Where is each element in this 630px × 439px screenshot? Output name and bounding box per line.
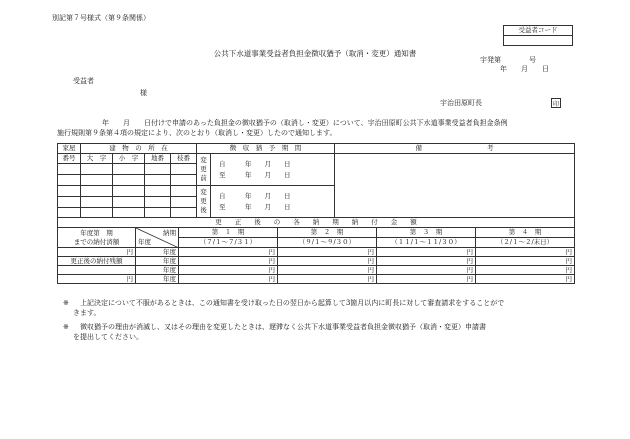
period-2-label: 第 ２ 期 — [278, 228, 377, 238]
row3-p2-yen: 円 — [278, 266, 377, 275]
document-number: 宇発第 号 — [480, 56, 536, 64]
remaining-blank — [58, 266, 136, 275]
col-edaban: 枝番 — [171, 154, 197, 164]
note-1-line-1: 上記決定について不服があるときは、この通知書を受け取った日の翌日から起算して3箇月以内に町長に対して審査請求をすることがで — [80, 299, 505, 307]
installment-title: 更 正 後 の 各 納 期 納 付 金 額 — [58, 218, 575, 228]
document-title: 公共下水道事業受益者負担金徴収猶予（取消・変更）通知書 — [213, 49, 417, 58]
paid-amount-yen: 円 — [58, 248, 136, 257]
before-period — [211, 154, 335, 186]
period-3-range: （１１/１～１１/３０） — [377, 238, 476, 248]
after-to: 至 年 月 日 — [219, 202, 291, 211]
row3-p3-yen: 円 — [377, 266, 476, 275]
period-1-range: （７/１～７/３１） — [179, 238, 278, 248]
deferral-table — [57, 143, 575, 218]
col-chiban: 地番 — [145, 154, 171, 164]
row3-p1-yen: 円 — [179, 266, 278, 275]
row1-p2-yen: 円 — [278, 248, 377, 257]
row1-year: 年度 — [136, 248, 179, 257]
after-period — [211, 186, 335, 218]
number-label: 番号 — [58, 154, 81, 164]
remarks-header: 備 考 — [335, 144, 575, 154]
row4-p1-yen: 円 — [179, 275, 278, 284]
issue-date: 年 月 日 — [500, 65, 549, 73]
fiscal-period-label: 年度第 期 — [80, 228, 113, 237]
row4-p3-yen: 円 — [377, 275, 476, 284]
row2-p3-yen: 円 — [377, 257, 476, 266]
location-header: 建 物 の 所 在 — [81, 144, 197, 154]
note-1-line-2: きます。 — [73, 309, 101, 317]
form-number: 別記第７号様式（第９条関係） — [52, 14, 150, 22]
after-change-label: 変 更 後 — [197, 186, 211, 218]
remaining-yen: 円 — [58, 275, 136, 284]
row2-p2-yen: 円 — [278, 257, 377, 266]
note-2-mark: ※ — [63, 323, 69, 331]
col-koaza: 小 字 — [113, 154, 145, 164]
before-from: 自 年 月 日 — [219, 159, 291, 168]
beneficiary-code-box — [503, 25, 573, 46]
beneficiary-code-label: 受益者コード — [504, 26, 573, 36]
row1-p3-yen: 円 — [377, 248, 476, 257]
col-oaza: 大 字 — [81, 154, 113, 164]
before-change-label: 変 更 前 — [197, 154, 211, 186]
row2-year: 年度 — [136, 257, 179, 266]
note-1-mark: ※ — [63, 299, 69, 307]
row3-year: 年度 — [136, 266, 179, 275]
note-2-line-2: を提出してください。 — [73, 333, 143, 341]
period-axis-label: 納期 — [163, 229, 176, 237]
year-axis-label: 年度 — [138, 237, 151, 246]
row1-p4-yen: 円 — [476, 248, 575, 257]
paid-until-label: までの納付済額 — [73, 237, 120, 246]
note-2-line-1: 徴収猶予の理由が消滅し、又はその理由を変更したときは、遅滞なく公共下水道事業受益者負担金徴収猶予（取消・変更）申請書 — [80, 323, 486, 331]
body-line-1: 年 月 日付けで申請のあった負担金の徴収猶予の（取消し・変更）について、宇治田原町公共下水道事業受益者負担金条例 — [102, 119, 508, 127]
issuer-name: 宇治田原町長 — [440, 99, 482, 107]
recipient-honorific: 様 — [140, 89, 147, 97]
before-to: 至 年 月 日 — [219, 170, 291, 179]
period-4-label: 第 ４ 期 — [476, 228, 575, 238]
installment-table — [57, 217, 575, 284]
period-3-label: 第 ３ 期 — [377, 228, 476, 238]
row1-p1-yen: 円 — [179, 248, 278, 257]
house-label: 家屋 — [58, 144, 81, 154]
recipient-label: 受益者 — [73, 77, 94, 85]
row2-p4-yen: 円 — [476, 257, 575, 266]
remarks-cell — [335, 154, 575, 218]
period-4-range: （２/１～２/末日） — [476, 238, 575, 248]
paid-amount-header — [58, 228, 136, 248]
period-header: 徴 収 猶 予 期 間 — [197, 144, 335, 154]
seal-stamp: 印 — [551, 98, 561, 108]
body-line-2: 施行規則第９条第４項の規定により、次のとおり（取消し・変更）したので通知します。 — [57, 129, 337, 137]
diagonal-header — [136, 228, 179, 248]
row4-p4-yen: 円 — [476, 275, 575, 284]
period-2-range: （９/１～９/３０） — [278, 238, 377, 248]
beneficiary-code-value — [504, 36, 573, 46]
period-1-label: 第 １ 期 — [179, 228, 278, 238]
remaining-label: 更正後の納付残額 — [58, 257, 136, 266]
row2-p1-yen: 円 — [179, 257, 278, 266]
row4-p2-yen: 円 — [278, 275, 377, 284]
row3-p4-yen: 円 — [476, 266, 575, 275]
after-from: 自 年 月 日 — [219, 191, 291, 200]
row4-year: 年度 — [136, 275, 179, 284]
